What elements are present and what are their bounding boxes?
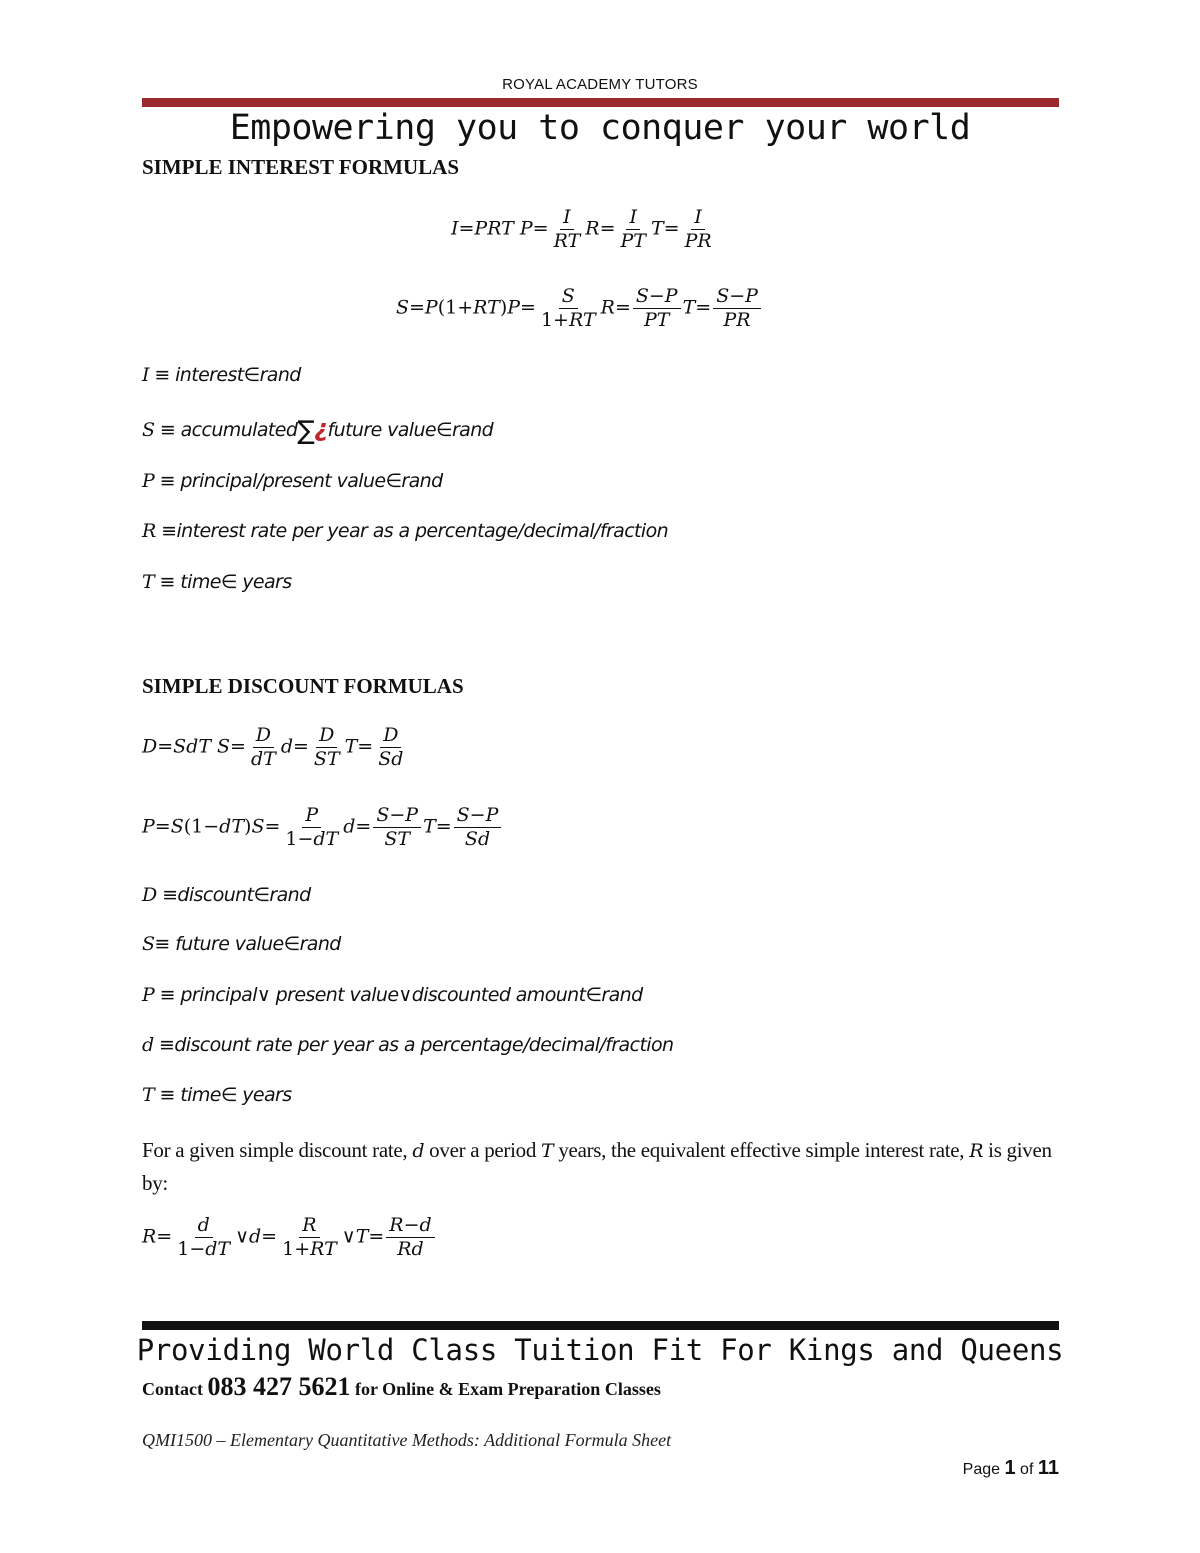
definition-d-discount: D ≡discount∈rand	[142, 884, 311, 906]
definition-s-accumulated: S ≡ accumulated∑¿future value∈rand	[142, 414, 494, 446]
simple-discount-formula-2: P=S(1−dT)S= $\frac{P}{1-dT}$ d= $\frac{S-P}{ST}$ T= $\frac{S-P}{Sd}$	[142, 805, 503, 850]
footer-bar	[142, 1321, 1059, 1330]
simple-interest-formula-2: S=P(1+RT)P= $\frac{S}{1+RT}$ R= $\frac{S-P}{PT}$ T= $\frac{S-P}{PR}$	[396, 286, 763, 331]
simple-discount-formula-1: D=SdT S= $\frac{D}{dT}$ d= $\frac{D}{ST}$ T= $\frac{D}{Sd}$	[142, 724, 404, 770]
definition-t-time: T ≡ time∈ years	[142, 1084, 292, 1106]
missing-glyph-mark: ¿	[314, 414, 328, 442]
header-company: ROYAL ACADEMY TUTORS	[502, 76, 698, 93]
footer-slogan: Providing World Class Tuition Fit For Kings and Queens	[136, 1333, 1064, 1367]
footer-contact: Contact 083 427 5621 for Online & Exam Preparation Classes	[142, 1372, 661, 1401]
page-number: Page 1 of 11	[962, 1457, 1059, 1479]
contact-phone: 083 427 5621	[207, 1372, 351, 1401]
equivalence-formula: R= $\frac{d}{1-dT}$ ∨d= $\frac{R}{1+RT}$ ∨T= $\frac{R-d}{Rd}$	[142, 1215, 437, 1260]
definition-s-future: S≡ future value∈rand	[142, 933, 341, 955]
simple-interest-heading: SIMPLE INTEREST FORMULAS	[142, 155, 460, 179]
footer-course: QMI1500 – Elementary Quantitative Methods: Additional Formula Sheet	[142, 1430, 672, 1450]
simple-interest-formula-1: I=PRT P= $\frac{I}{RT}$ R= $\frac{I}{PT}$ T= $\frac{I}{PR}$	[451, 206, 712, 252]
definition-r: R ≡interest rate per year as a percentage/decimal/fraction	[142, 520, 669, 542]
equivalence-paragraph: For a given simple discount rate, d over a period T years, the equivalent effective simple interest rate, R is given by:	[142, 1138, 1052, 1195]
header-bar	[142, 98, 1059, 107]
sum-symbol: ∑	[297, 416, 315, 446]
definition-p-principal: P ≡ principal∨ present value∨discounted amount∈rand	[142, 984, 643, 1006]
definition-i: I ≡ interest∈rand	[142, 364, 301, 386]
definition-p: P ≡ principal/present value∈rand	[142, 470, 443, 492]
definition-d-rate: d ≡discount rate per year as a percentage/decimal/fraction	[142, 1034, 674, 1056]
tagline: Empowering you to conquer your world	[229, 108, 971, 148]
simple-discount-heading: SIMPLE DISCOUNT FORMULAS	[142, 674, 464, 698]
definition-t: T ≡ time∈ years	[142, 571, 292, 593]
